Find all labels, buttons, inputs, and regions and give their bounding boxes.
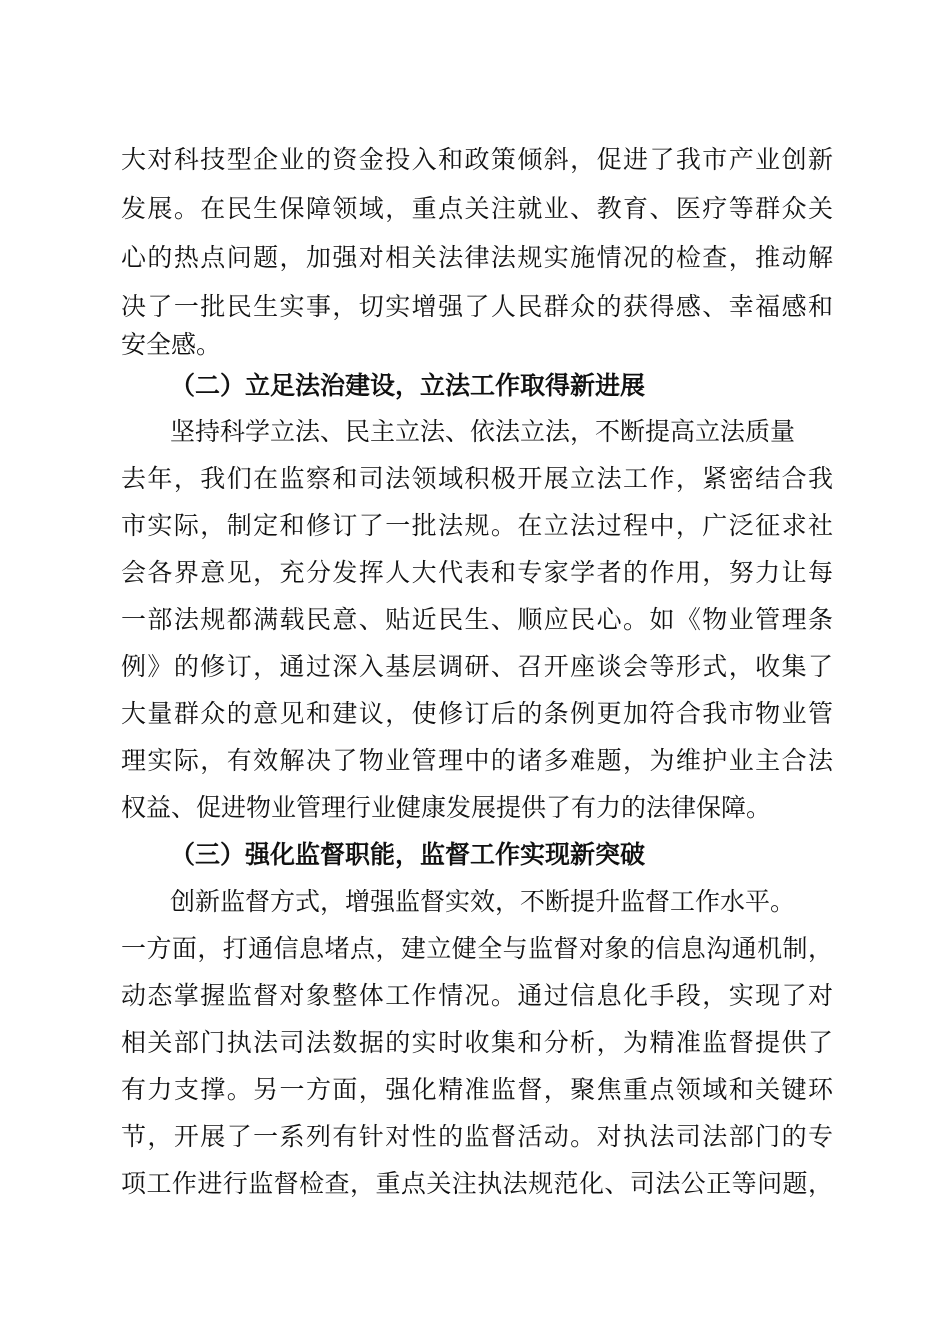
- paragraph-line: 去年，我们在监察和司法领域积极开展立法工作，紧密结合我: [121, 464, 833, 493]
- paragraph-line: 创新监督方式，增强监督实效，不断提升监督工作水平。: [170, 887, 796, 916]
- paragraph-line: 心的热点问题，加强对相关法律法规实施情况的检查，推动解: [121, 243, 833, 272]
- paragraph-line: 发展。在民生保障领域，重点关注就业、教育、医疗等群众关: [121, 194, 833, 223]
- paragraph-line: 相关部门执法司法数据的实时收集和分析，为精准监督提供了: [121, 1028, 833, 1057]
- paragraph-line: 权益、促进物业管理行业健康发展提供了有力的法律保障。: [121, 793, 772, 822]
- paragraph-line: 安全感。: [121, 330, 222, 359]
- paragraph-line: 有力支撑。另一方面，强化精准监督，聚焦重点领域和关键环: [121, 1075, 833, 1104]
- paragraph-line: 大量群众的意见和建议，使修订后的条例更加符合我市物业管: [121, 699, 833, 728]
- paragraph-line: 会各界意见，充分发挥人大代表和专家学者的作用，努力让每: [121, 558, 833, 587]
- paragraph-line: 坚持科学立法、民主立法、依法立法，不断提高立法质量: [170, 417, 796, 446]
- paragraph-line: 节，开展了一系列有针对性的监督活动。对执法司法部门的专: [121, 1122, 833, 1151]
- paragraph-line: 市实际，制定和修订了一批法规。在立法过程中，广泛征求社: [121, 511, 833, 540]
- paragraph-line: 例》的修订，通过深入基层调研、召开座谈会等形式，收集了: [121, 652, 833, 681]
- paragraph-line: 项工作进行监督检查，重点关注执法规范化、司法公正等问题，: [121, 1169, 833, 1198]
- paragraph-line: 理实际，有效解决了物业管理中的诸多难题，为维护业主合法: [121, 746, 833, 775]
- paragraph-line: 动态掌握监督对象整体工作情况。通过信息化手段，实现了对: [121, 981, 833, 1010]
- paragraph-line: 一方面，打通信息堵点，建立健全与监督对象的信息沟通机制，: [121, 934, 833, 963]
- section-heading-2: （二）立足法治建设，立法工作取得新进展: [170, 371, 646, 400]
- paragraph-line: 一部法规都满载民意、贴近民生、顺应民心。如《物业管理条: [121, 605, 833, 634]
- section-heading-3: （三）强化监督职能，监督工作实现新突破: [170, 840, 646, 869]
- paragraph-line: 大对科技型企业的资金投入和政策倾斜，促进了我市产业创新: [121, 145, 833, 174]
- paragraph-line: 决了一批民生实事，切实增强了人民群众的获得感、幸福感和: [121, 292, 833, 321]
